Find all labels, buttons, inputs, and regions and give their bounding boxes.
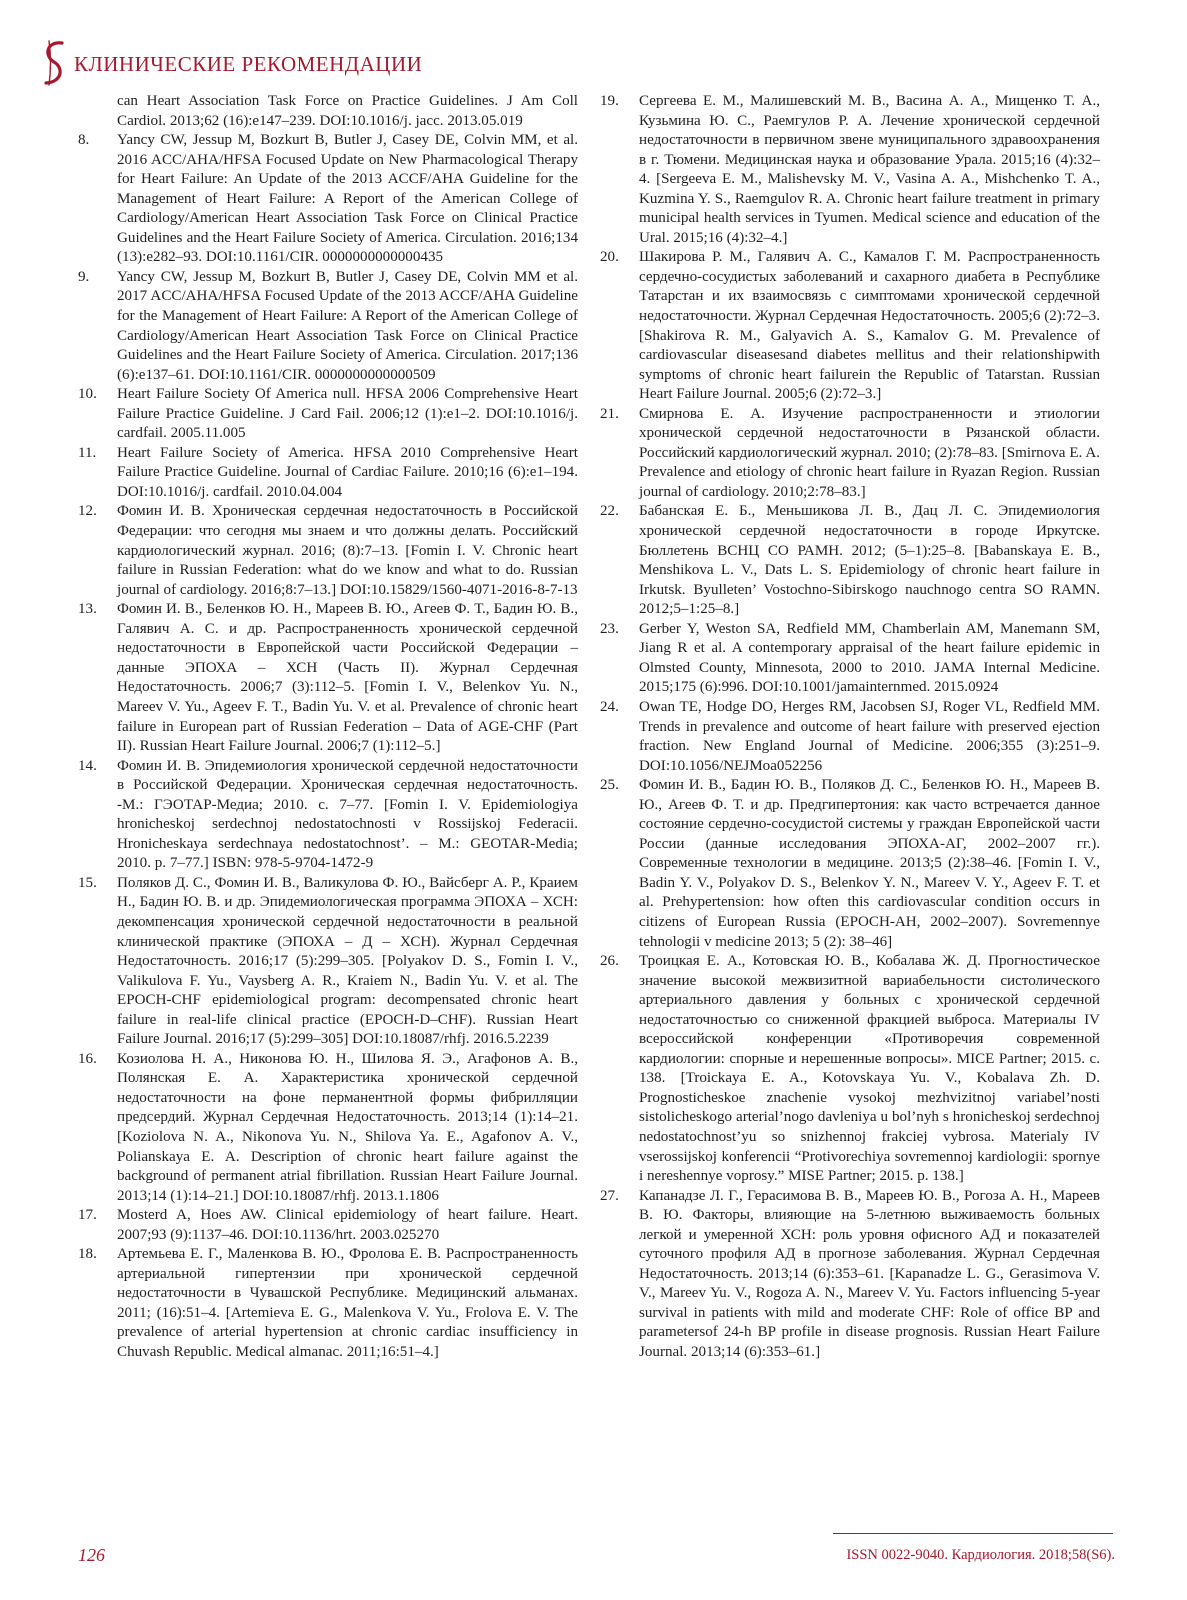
reference-number: 16.: [78, 1050, 97, 1067]
reference-item: [78, 600, 578, 756]
reference-number: 19.: [600, 93, 619, 109]
reference-item: [600, 405, 1100, 503]
reference-text: Mosterd A, Hoes AW. Clinical epidemiology of heart failure. Heart. 2007;93 (9):1137–46. DOI:10.1136/hrt. 2003.025270: [117, 1207, 578, 1243]
reference-text: Сергеева Е. М., Малишевский М. В., Васина А. А., Мищенко Т. А., Кузьмина Ю. С., Раемгулов Р. А. Лечение хронической сердечной недостаточности в первичном звене муниципального здравоохранения в г. Тюмени. Медицинская наука и образование Урала. 2015;16 (4):32–4. [Sergeeva E. M., Malishevsky M. V., Vasina A. A., Mishchenko T. A., Kuzmina Y. S., Raemgulov R. A. Chronic heart failure treatment in primary municipal health services in Tyumen. Medical science and education of the Ural. 2015;16 (4):32–4.]: [639, 93, 1100, 246]
reference-number: 27.: [600, 1187, 619, 1204]
reference-text: Yancy CW, Jessup M, Bozkurt B, Butler J, Casey DE, Colvin MM et al. 2017 ACC/AHA/HFSA Focused Update of the 2013 ACCF/AHA Guideline for the Management of Heart Failure: A Report of the American College of Cardiology/American Heart Association Task Force on Clinical Practice Guidelines and the Heart Failure Society of America. Circulation. 2017;136 (6):e137–61. DOI:10.1161/CIR. 0000000000000509: [117, 268, 578, 383]
reference-text: Yancy CW, Jessup M, Bozkurt B, Butler J, Casey DE, Colvin MM, et al. 2016 ACC/AHA/HFSA Focused Update on New Pharmacological Therapy for Heart Failure: An Update of the 2013 ACCF/AHA Guideline for the Management of Heart Failure: A Report of the American College of Cardiology/American Heart Association Task Force on Clinical Practice Guidelines and the Heart Failure Society of America. Circulation. 2016;134 (13):e282–93. DOI:10.1161/CIR. 0000000000000435: [117, 132, 578, 266]
reference-number: 20.: [600, 249, 619, 266]
reference-text: Фомин И. В. Хроническая сердечная недостаточность в Российской Федерации: что сегодня мы знаем и что должны делать. Российский кардиологический журнал. 2016; (8):7–13. [Fomin I. V. Chronic heart failure in Russian Federation: what do we know and what to do. Russian journal of cardiology. 2016;8:7–13.] DOI:10.15829/1560-4071-2016-8-7-13: [117, 503, 578, 598]
journal-citation: ISSN 0022-9040. Кардиология. 2018;58(S6).: [846, 1547, 1115, 1563]
reference-text: Owan TE, Hodge DO, Herges RM, Jacobsen SJ, Roger VL, Redfield MM. Trends in prevalence and outcome of heart failure with preserved ejection fraction. New England Journal of Medicine. 2006;355 (3):251–9. DOI:10.1056/NEJMoa052256: [639, 698, 1100, 774]
reference-text: Шакирова Р. М., Галявич А. С., Камалов Г. М. Распространенность сердечно-сосудистых заболеваний и сахарного диабета в Республике Татарстан и их взаимосвязь с симптомами хронической сердечной недостаточности. Журнал Сердечная Недостаточность. 2005;6 (2):72–3. [Shakirova R. M., Galyavich A. S., Kamalov G. M. Prevalence of cardiovascular diseasesand diabetes mellitus and their relationshipwith symptoms of chronic heart failurein the Republic of Tatarstan. Russian Heart Failure Journal. 2005;6 (2):72–3.]: [639, 249, 1100, 403]
reference-text: Козиолова Н. А., Никонова Ю. Н., Шилова Я. Э., Агафонов А. В., Полянская Е. А. Характеристика хронической сердечной недостаточности на фоне перманентной формы фибрилляции предсердий. Журнал Сердечная Недостаточность. 2013;14 (1):14–21. [Koziolova N. A., Nikonova Yu. N., Shilova Ya. E., Agafonov A. V., Polianskaya E. A. Description of chronic heart failure against the background of permanent atrial fibrillation. Russian Heart Failure Journal. 2013;14 (1):14–21.] DOI:10.18087/rhfj. 2013.1.1806: [117, 1050, 578, 1204]
reference-item: [600, 952, 1100, 1187]
reference-number: 21.: [600, 405, 619, 422]
reference-number: 11.: [78, 444, 97, 461]
reference-item: [78, 1245, 578, 1362]
footer-rule: [833, 1533, 1113, 1534]
reference-item: [78, 385, 578, 444]
reference-item: [600, 1187, 1100, 1363]
reference-item: [78, 757, 578, 874]
reference-number: 15.: [78, 874, 97, 891]
reference-number: 25.: [600, 777, 619, 794]
reference-text: Троицкая Е. А., Котовская Ю. В., Кобалава Ж. Д. Прогностическое значение высокой межвизитной вариабельности систолического артериального давления у больных с хронической сердечной недостаточностью со сниженной фракцией выброса. Материалы IV всероссийской конференции «Противоречия современной кардиологии: спорные и нерешенные вопросы». MICE Partner; 2015. с. 138. [Troickaya E. A., Kotovskaya Yu. V., Kobalava Zh. D. Prognosticheskoe znachenie vysokoj mezhvizitnoj variabel’nosti sistolicheskogo arterial’nogo davleniya u bol’nyh s hronicheskoj serdechnoj nedostatochnost’yu so snizhennoj frakciej vybrosa. Materialy IV vserossijskoj konferencii “Protivorechiya sovremennoj kardiologii: spornye i nereshennye voprosy.” MISE Partner; 2015. p. 138.]: [639, 953, 1100, 1185]
reference-number: 8.: [78, 132, 90, 149]
reference-item: [78, 874, 578, 1050]
section-title: КЛИНИЧЕСКИЕ РЕКОМЕНДАЦИИ: [74, 52, 423, 76]
reference-item: [600, 92, 1100, 248]
reference-item: [78, 1050, 578, 1206]
reference-number: 22.: [600, 503, 619, 520]
reference-text: Heart Failure Society Of America null. HFSA 2006 Comprehensive Heart Failure Practice Guideline. J Card Fail. 2006;12 (1):e1–2. DOI:10.1016/j. cardfail. 2005.11.005: [117, 386, 578, 442]
reference-number: 24.: [600, 698, 619, 715]
page-number: 126: [78, 1545, 105, 1565]
journal-logo-icon: [40, 38, 70, 88]
reference-item: [600, 776, 1100, 952]
reference-number: 12.: [78, 503, 97, 520]
reference-text: Heart Failure Society of America. HFSA 2010 Comprehensive Heart Failure Practice Guideline. Journal of Cardiac Failure. 2010;16 (6):e1–194. DOI:10.1016/j. cardfail. 2010.04.004: [117, 444, 578, 500]
reference-text: Gerber Y, Weston SA, Redfield MM, Chamberlain AM, Manemann SM, Jiang R et al. A contemporary appraisal of the heart failure epidemic in Olmsted County, Minnesota, 2000 to 2010. JAMA Internal Medicine. 2015;175 (6):996. DOI:10.1001/jamainternmed. 2015.0924: [639, 620, 1100, 696]
reference-item: [78, 268, 578, 385]
reference-number: 9.: [78, 268, 90, 285]
reference-item: [78, 444, 578, 503]
reference-text: Артемьева Е. Г., Маленкова В. Ю., Фролова Е. В. Распространенность артериальной гипертензии при хронической сердечной недостаточности в Чувашской Республике. Медицинский альманах. 2011; (16):51–4. [Artemieva E. G., Malenkova V. Yu., Frolova E. V. The prevalence of arterial hypertension at chronic cardiac insufficiency in Chuvash Republic. Medical almanac. 2011;16:51–4.]: [117, 1246, 578, 1360]
reference-number: 26.: [600, 953, 619, 970]
reference-text: Фомин И. В., Бадин Ю. В., Поляков Д. С., Беленков Ю. Н., Мареев В. Ю., Агеев Ф. Т. и др. Предгипертония: как часто встречается данное состояние сердечно-сосудистой системы у граждан Европейской части России (данные исследования ЭПОХА-АГ, 2002–2007 гг.). Современные технологии в медицине. 2013;5 (2):38–46. [Fomin I. V., Badin Y. V., Polyakov D. S., Belenkov Y. N., Mareev V. Y., Ageev F. T. et al. Prehypertension: how often this cardiovascular condition occurs in citizens of European Russia (EPOCH-AH, 2002–2007). Sovremennye tehnologii v medicine 2013; 5 (2): 38–46]: [639, 777, 1100, 950]
reference-item: [600, 698, 1100, 776]
reference-item: [78, 1206, 578, 1245]
reference-number: 10.: [78, 386, 97, 403]
reference-continuation: can Heart Association Task Force on Practice Guidelines. J Am Coll Cardiol. 2013;62 (16):e147–239. DOI:10.1016/j. jacc. 2013.05.019: [117, 93, 578, 129]
reference-number: 18.: [78, 1246, 97, 1263]
reference-text: Капанадзе Л. Г., Герасимова В. В., Мареев Ю. В., Рогоза А. Н., Мареев В. Ю. Факторы, влияющие на 5-летнюю выживаемость больных легкой и умеренной ХСН: роль уровня офисного АД и показателей суточного профиля АД в прогнозе заболевания. Журнал Сердечная Недостаточность. 2013;14 (6):353–61. [Kapanadze L. G., Gerasimova V. V., Mareev Yu. V., Rogoza A. N., Mareev V. Yu. Factors influencing 5-year survival in patients with mild and moderate CHF: Role of office BP and parametersof 24-h BP profile in disease prognosis. Russian Heart Failure Journal. 2013;14 (6):353–61.]: [639, 1187, 1100, 1360]
reference-text: Фомин И. В., Беленков Ю. Н., Мареев В. Ю., Агеев Ф. Т., Бадин Ю. В., Галявич А. С. и др. Распространенность хронической сердечной недостаточности в Европейской части Российской Федерации – данные ЭПОХА – ХСН (Часть II). Журнал Сердечная Недостаточность. 2006;7 (3):112–5. [Fomin I. V., Belenkov Yu. N., Mareev V. Yu., Ageev F. T., Badin Yu. V. et al. Prevalence of chronic heart failure in European part of Russian Federation – Data of AGE-CHF (Part II). Russian Heart Failure Journal. 2006;7 (1):112–5.]: [117, 601, 578, 755]
reference-column-left: [78, 92, 578, 1363]
reference-number: 17.: [78, 1207, 97, 1224]
reference-item: [78, 131, 578, 268]
reference-number: 23.: [600, 620, 619, 637]
reference-text: Фомин И. В. Эпидемиология хронической сердечной недостаточности в Российской Федерации. Хроническая сердечная недостаточность. -М.: ГЭОТАР-Медиа; 2010. с. 7–77. [Fomin I. V. Epidemiologiya hronicheskoj serdechnoj nedostatochnosti v Rossijskoj Federacii. Hronicheskaya serdechnaya nedostatochnost’. – M.: GEOTAR-Media; 2010. p. 7–77.] ISBN: 978-5-9704-1472-9: [117, 757, 578, 872]
reference-text: Бабанская Е. Б., Меньшикова Л. В., Дац Л. С. Эпидемиология хронической сердечной недостаточности в городе Иркутске. Бюллетень ВСНЦ СО РАМН. 2012; (5–1):25–8. [Babanskaya E. B., Menshikova L. V., Dats L. S. Epidemiology of chronic heart failure in Irkutsk. Byulleten’ Vostochno-Sibirskogo nauchnogo centra SO RAMN. 2012;5–1:25–8.]: [639, 503, 1100, 618]
reference-number: 13.: [78, 601, 97, 618]
reference-item: [78, 502, 578, 600]
reference-column-right: [600, 92, 1100, 1363]
reference-number: 14.: [78, 757, 97, 774]
reference-item: [600, 248, 1100, 404]
reference-text: Поляков Д. С., Фомин И. В., Валикулова Ф. Ю., Вайсберг А. Р., Краием Н., Бадин Ю. В. и др. Эпидемиологическая программа ЭПОХА – ХСН: декомпенсация хронической сердечной недостаточности в реальной клинической практике (ЭПОХА – Д – ХСН). Журнал Сердечная Недостаточность. 2016;17 (5):299–305. [Polyakov D. S., Fomin I. V., Valikulova F. Yu., Vaysberg A. R., Kraiem N., Badin Yu. V. et al. The EPOCH-CHF epidemiological program: decompensated chronic heart failure in real-life clinical practice (EPOCH-D–CHF). Russian Heart Failure Journal. 2016;17 (5):299–305] DOI:10.18087/rhfj. 2016.5.2239: [117, 874, 578, 1048]
reference-text: Смирнова Е. А. Изучение распространенности и этиологии хронической сердечной недостаточности в Рязанской области. Российский кардиологический журнал. 2010; (2):78–83. [Smirnova E. A. Prevalence and etiology of chronic heart failure in Ryazan Region. Russian journal of cardiology. 2010;2:78–83.]: [639, 405, 1100, 500]
reference-item: [600, 502, 1100, 619]
reference-item: [600, 620, 1100, 698]
